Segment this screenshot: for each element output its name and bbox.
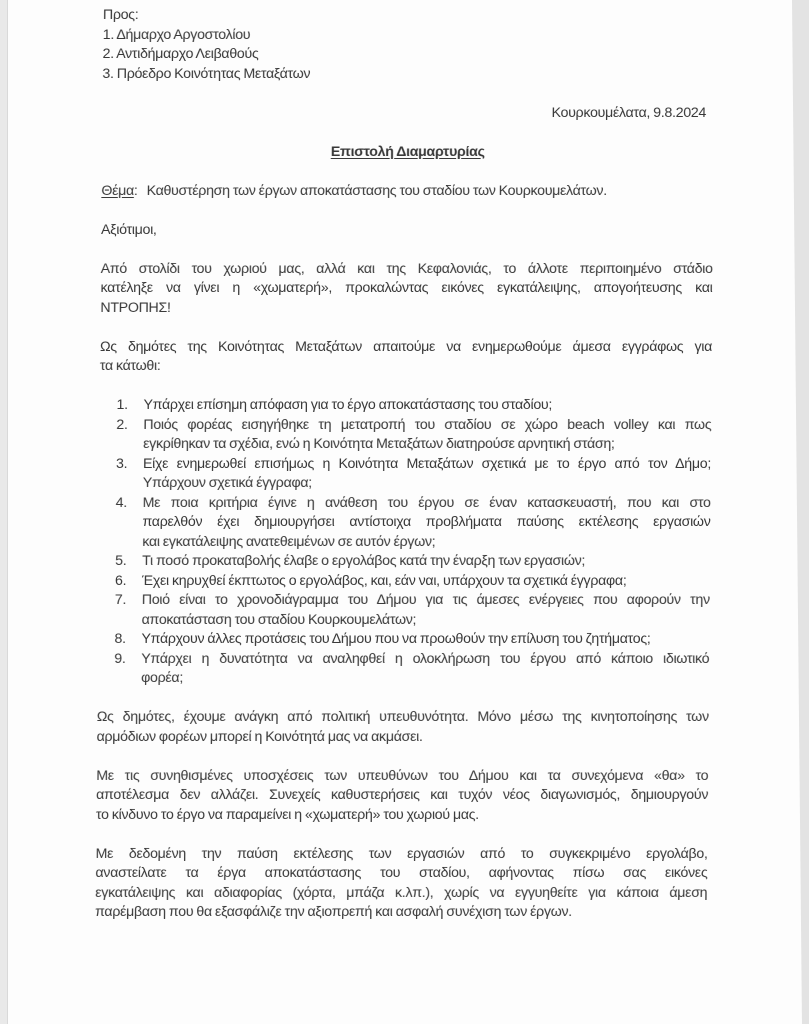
paragraph-line: τα κάτωθι: — [99, 358, 161, 374]
question-item — [98, 552, 710, 572]
question-item — [97, 650, 709, 689]
question-number: 9. — [114, 650, 126, 667]
body-paragraphs-bottom — [95, 708, 709, 923]
paragraph-line: Από στολίδι του χωριού μας, αλλά και της Κεφαλονιάς, το άλλοτε περιποιημένο στάδιο — [100, 260, 713, 277]
paragraph-line: παρέμβαση που θα εξασφάλιζε την αξιοπρεπή και ασφαλή συνέχιση των έργων. — [95, 904, 572, 920]
question-item — [98, 494, 711, 553]
dateline: Κουρκουμέλατα, 9.8.2024 — [551, 104, 707, 121]
question-line: φορέα; — [141, 670, 184, 686]
question-item — [98, 572, 710, 592]
question-line: Με ποια κριτήρια έγινε η ανάθεση του έργου σε έναν κατασκευαστή, που και στο — [142, 494, 711, 511]
question-number: 6. — [114, 572, 127, 589]
question-line: εγκρίθηκαν τα σχέδια, ενώ η Κοινότητα Μεταξάτων διατηρούσε αρνητική στάση; — [143, 436, 615, 452]
question-item — [98, 591, 710, 630]
question-number: 2. — [116, 416, 128, 433]
photo-right-edge — [791, 0, 809, 1024]
paragraph-line: Με τις συνηθισμένες υποσχέσεις των υπευθύνων του Δήμου και τα συνεχόμενα «θα» το — [96, 767, 709, 784]
question-number: 8. — [114, 631, 126, 647]
paragraph-line: εγκατάλειψης και αδιαφορίας (χόρτα, μπάζα κ.λπ.), χωρίς να εγγυηθείτε για κάποια άμεση — [95, 884, 708, 901]
paragraph — [97, 708, 709, 747]
paragraph — [100, 338, 712, 377]
paragraph-line: Με δεδομένη την παύση εκτέλεσης των εργασιών από το συγκεκριμένο εργολάβο, — [95, 845, 708, 862]
paragraph-line: Ως δημότες της Κοινότητας Μεταξάτων απαιτούμε να ενημερωθούμε άμεσα εγγράφως για — [99, 338, 713, 355]
paragraph-line: αρμόδιων φορέων μπορεί η Κοινότητά μας να ακμάσει. — [96, 728, 423, 745]
paragraph-line: το κίνδυνο το έργο να παραμείνει η «χωματερή» του χωριού μας. — [95, 806, 479, 823]
question-line: Ποιό είναι το χρονοδιάγραμμα του Δήμου για τις άμεσες ενέργειες που αφορούν την — [141, 592, 710, 608]
question-number: 1. — [116, 397, 128, 413]
recipient-line: 1. Δήμαρχο Αργοστολίου — [102, 26, 251, 43]
question-number: 5. — [115, 553, 127, 569]
question-line: Είχε ενημερωθεί επισήμως η Κοινότητα Μεταξάτων σχετικά με το έργο από τον Δήμο; — [142, 455, 712, 472]
paragraph-line: Ως δημότες, έχουμε ανάγκη από πολιτική υπευθυνότητα. Μόνο μέσω της κινητοποίησης των — [96, 709, 709, 725]
paragraph-line: αποτέλεσμα δεν αλλάζει. Συνεχείς καθυστερήσεις και τυχόν νέος διαγωνισμός, δημιουργούν — [96, 787, 709, 803]
recipient-line: 3. Πρόεδρο Κοινότητας Μεταξάτων — [102, 65, 311, 82]
question-number: 4. — [115, 494, 127, 511]
question-line: Τι ποσό προκαταβολής έλαβε ο εργολάβος κατά την έναρξη των εργασιών; — [142, 553, 586, 569]
question-item — [99, 416, 711, 455]
recipients-block — [102, 6, 715, 84]
question-number: 3. — [115, 455, 128, 472]
paragraph — [96, 767, 709, 826]
subject-label: Θέμα — [101, 182, 135, 199]
questions-list — [97, 396, 712, 689]
recipient-list — [102, 26, 715, 85]
subject-line — [101, 182, 713, 202]
question-line: Υπάρχουν άλλες προτάσεις του Δήμου που να προωθούν την επίλυση του ζητήματος; — [141, 631, 651, 647]
body-paragraphs-top — [100, 260, 713, 377]
question-line: Υπάρχουν σχετικά έγγραφα; — [142, 475, 312, 491]
question-item — [99, 396, 711, 416]
question-line: Υπάρχει επίσημη απόφαση για το έργο αποκατάστασης του σταδίου; — [143, 397, 553, 413]
recipient-line: 2. Αντιδήμαρχο Λειβαθούς — [102, 46, 259, 62]
question-line: παρελθόν έχει δημιουργήσει αντίστοιχα προβλήματα παύσης εκτέλεσης εργασιών — [142, 514, 711, 530]
photo-left-edge — [0, 0, 10, 1024]
paragraph-line: ΝΤΡΟΠΗΣ! — [100, 299, 171, 316]
question-number: 7. — [114, 592, 127, 608]
question-item — [97, 630, 709, 650]
question-line: αποκατάσταση του σταδίου Κουρκουμελάτων; — [141, 611, 417, 628]
paragraph-line: αναστείλατε τα έργα αποκατάστασης του σταδίου, αφήνοντας πίσω σας εικόνες — [95, 865, 708, 881]
subject-text: Καθυστέρηση των έργων αποκατάστασης του σταδίου των Κουρκουμελάτων. — [146, 182, 607, 199]
salutation: Αξιότιμοι, — [100, 221, 157, 238]
recipients-label: Προς: — [102, 7, 139, 23]
paragraph-line: κατέληξε να γίνει η «χωματερή», προκαλώντας εικόνες εγκατάλειψης, απογοήτευσης και — [100, 280, 713, 296]
question-line: Υπάρχει η δυνατότητα να αναληφθεί η ολοκλήρωση του έργου από κάποιο ιδιωτικό — [141, 650, 710, 667]
subject-separator: : — [133, 182, 138, 199]
question-line: Ποιός φορέας εισηγήθηκε τη μετατροπή του σταδίου σε χώρο beach volley και πως — [143, 416, 712, 433]
question-line: Έχει κηρυχθεί έκπτωτος ο εργολάβος, και, εάν ναι, υπάρχουν τα σχετικά έγγραφα; — [141, 572, 627, 589]
letter-content — [95, 6, 715, 942]
question-line: και εγκατάλειψης ανατεθειμένων σε αυτόν έργων; — [142, 533, 436, 550]
paragraph — [95, 845, 708, 923]
paragraph — [100, 260, 713, 319]
question-item — [99, 455, 711, 494]
letter-title: Επιστολή Διαμαρτυρίας — [330, 143, 485, 160]
